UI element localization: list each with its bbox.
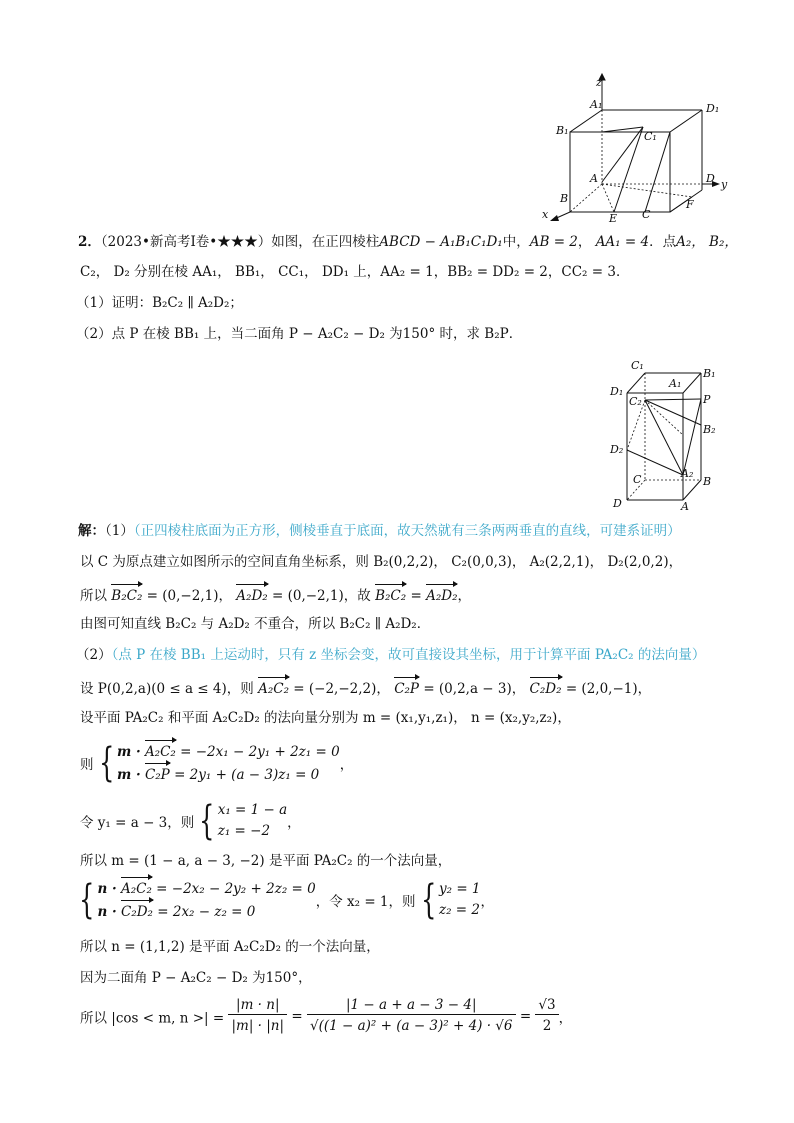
text: = xyxy=(519,1008,532,1025)
fig1-label: D xyxy=(706,172,715,185)
numerator: √3 xyxy=(535,996,558,1015)
cosine-equation xyxy=(80,996,572,1037)
math: = −2x₂ − 2y₂ + 2z₂ = 0 xyxy=(156,881,316,897)
fraction xyxy=(307,996,516,1037)
text: ，令 x₂ = 1，则 xyxy=(315,894,416,910)
fig2-label: D₁ xyxy=(610,385,624,398)
ab-value: AB = 2 xyxy=(529,234,578,250)
part-tag: （1） xyxy=(105,523,134,539)
text: 所以 xyxy=(80,588,107,604)
fig2-label: D xyxy=(613,497,622,510)
problem-number: 2． xyxy=(78,234,101,250)
equation-system-3: { n · A₂C₂ = −2x₂ − 2y₂ + 2z₂ = 0 n · C₂D₂ = 2x₂ − z₂ = 0 ，令 x₂ = 1，则 { y₂ = 1 z₂ = 2 ， xyxy=(79,877,495,923)
problem-source: （2023•新高考Ⅰ卷•★★★） xyxy=(100,234,272,250)
fraction xyxy=(535,996,558,1037)
fig2-label: B₂ xyxy=(703,423,716,436)
text: = xyxy=(410,588,422,604)
fig1-label: B xyxy=(560,192,569,205)
numerator: |m · n| xyxy=(228,996,287,1015)
problem-part-2: （2）点 P 在棱 BB₁ 上，当二面角 P − A₂C₂ − D₂ 为150° 时，求 B₂P． xyxy=(76,326,523,342)
math: m · xyxy=(116,744,141,760)
fig1-label: C xyxy=(642,208,651,221)
math: = 2y₁ + (a − 3)z₁ = 0 xyxy=(174,767,320,783)
fig1-label: B₁ xyxy=(556,124,569,137)
math: z₁ = −2 xyxy=(217,823,271,839)
figure-prism xyxy=(605,355,725,515)
solution-line-8: 所以 m = (1 − a, a − 3, −2) 是平面 PA₂C₂ 的一个法向量， xyxy=(80,853,452,869)
text: 令 y₁ = a − 3，则 xyxy=(80,815,195,831)
solution-line-7: 设平面 PA₂C₂ 和平面 A₂C₂D₂ 的法向量分别为 m = (x₁,y₁,z₁)， n = (x₂,y₂,z₂)， xyxy=(80,710,571,726)
solution-label: 解： xyxy=(78,523,105,539)
problem-text: ．点 xyxy=(649,234,677,250)
fig1-label: x xyxy=(542,208,549,221)
solution-line-2: 以 C 为原点建立如图所示的空间直角坐标系，则 B₂(0,2,2)， C₂(0,0,3)， A₂(2,2,1)， D₂(2,0,2)， xyxy=(80,554,683,570)
fig2-label: C₁ xyxy=(631,359,644,372)
numerator: |1 − a + a − 3 − 4| xyxy=(307,996,516,1015)
problem-text: 中， xyxy=(502,234,530,250)
vector: B₂C₂ xyxy=(375,584,406,606)
denominator: |m| · |n| xyxy=(231,1018,285,1034)
fig2-label: A₁ xyxy=(669,377,682,390)
math: z₂ = 2 xyxy=(438,902,480,918)
vector: A₂D₂ xyxy=(236,584,267,606)
aa1-value: AA₁ = 4 xyxy=(595,234,650,250)
vector: A₂D₂ xyxy=(426,584,457,606)
figure-cube-coordinates xyxy=(540,72,730,222)
fig1-label: E xyxy=(609,212,618,222)
math: = −2x₁ − 2y₁ + 2z₁ = 0 xyxy=(180,744,340,760)
text: ， xyxy=(287,815,301,831)
text: = (2,0,−1)， xyxy=(565,681,652,697)
math: = 2x₂ − z₂ = 0 xyxy=(157,904,256,920)
fig2-label: C₂ xyxy=(629,395,642,408)
hint-note: （正四棱柱底面为正方形，侧棱垂直于底面，故天然就有三条两两垂直的直线，可建系证明） xyxy=(133,523,681,539)
solution-line-4: 由图可知直线 B₂C₂ 与 A₂D₂ 不重合，所以 B₂C₂ ∥ A₂D₂． xyxy=(80,616,431,632)
denominator: √((1 − a)² + (a − 3)² + 4) · √6 xyxy=(309,1018,513,1034)
fig2-label: C xyxy=(633,473,642,486)
text: ， xyxy=(480,894,495,910)
text: = (0,−2,1)， xyxy=(146,588,232,604)
solution-line-1 xyxy=(78,521,681,541)
math: n · xyxy=(97,904,117,920)
text: ， xyxy=(558,1010,573,1027)
part-tag: （2） xyxy=(76,647,112,663)
vector: C₂P xyxy=(145,763,170,786)
text: = xyxy=(291,1008,303,1025)
vector: A₂C₂ xyxy=(258,677,289,699)
text: 所以 |cos < m, n >| = xyxy=(80,1010,225,1027)
text: = (−2,−2,2)， xyxy=(293,681,390,697)
problem-text: 如图，在正四棱柱 xyxy=(271,234,380,250)
equation-system-1: 则 { m · A₂C₂ = −2x₁ − 2y₁ + 2z₁ = 0 m · C₂P = 2y₁ + (a − 3)z₁ = 0 ， xyxy=(80,740,354,786)
problem-line-1: 2．（2023•新高考Ⅰ卷•★★★）如图，在正四棱柱ABCD − A₁B₁C₁D₁中，AB = 2， AA₁ = 4．点A₂， B₂， xyxy=(78,234,738,250)
fig2-label: A₂ xyxy=(681,467,694,480)
math: m · xyxy=(116,767,141,783)
solution-line-10: 因为二面角 P − A₂C₂ − D₂ 为150°， xyxy=(80,970,312,986)
denominator: 2 xyxy=(542,1018,552,1034)
vector: C₂D₂ xyxy=(530,677,562,699)
solution-line-5 xyxy=(76,645,705,665)
fig2-label: B₁ xyxy=(703,367,716,380)
fig1-label: F xyxy=(686,198,694,211)
fig1-label: z xyxy=(596,76,602,89)
solution-line-6 xyxy=(80,677,651,699)
fig2-label: P xyxy=(703,393,711,406)
fig1-label: y xyxy=(721,178,728,191)
text: ， xyxy=(457,588,471,604)
fraction xyxy=(228,996,287,1037)
math: y₂ = 1 xyxy=(438,881,481,897)
fig2-label: B xyxy=(703,475,712,488)
text: = (0,2,a − 3)， xyxy=(423,681,526,697)
problem-points: A₂， B₂， xyxy=(676,234,738,250)
vector: B₂C₂ xyxy=(111,584,142,606)
text: = (0,−2,1)，故 xyxy=(271,588,371,604)
prism-name: ABCD − A₁B₁C₁D₁ xyxy=(379,234,503,250)
vector: A₂C₂ xyxy=(145,740,176,763)
math: x₁ = 1 − a xyxy=(217,802,288,818)
fig1-label: D₁ xyxy=(706,102,720,115)
problem-line-2: C₂， D₂ 分别在棱 AA₁， BB₁， CC₁， DD₁ 上，AA₂ = 1，BB₂ = DD₂ = 2，CC₂ = 3． xyxy=(80,264,630,280)
fig1-label: A₁ xyxy=(590,98,603,111)
fig2-label: A xyxy=(681,500,689,513)
fig2-label: D₂ xyxy=(610,443,624,456)
vector: C₂D₂ xyxy=(121,900,153,923)
equation-system-2: 令 y₁ = a − 3，则 { x₁ = 1 − a z₁ = −2 ， xyxy=(80,798,301,844)
hint-note: （点 P 在棱 BB₁ 上运动时，只有 z 坐标会变，故可直接设其坐标，用于计算平面 PA₂C₂ 的法向量） xyxy=(111,647,706,663)
fig1-label: A xyxy=(590,172,598,185)
problem-part-1: （1）证明：B₂C₂ ∥ A₂D₂； xyxy=(76,295,243,311)
text: ， xyxy=(339,757,354,773)
solution-line-3 xyxy=(80,584,471,606)
vector: C₂P xyxy=(394,677,419,699)
solution-line-9: 所以 n = (1,1,2) 是平面 A₂C₂D₂ 的一个法向量， xyxy=(80,939,380,955)
text: 则 xyxy=(80,757,94,773)
math: n · xyxy=(97,881,117,897)
text: 设 P(0,2,a)(0 ≤ a ≤ 4)，则 xyxy=(80,681,254,697)
fig1-label: C₁ xyxy=(644,130,657,143)
vector: A₂C₂ xyxy=(121,877,152,900)
